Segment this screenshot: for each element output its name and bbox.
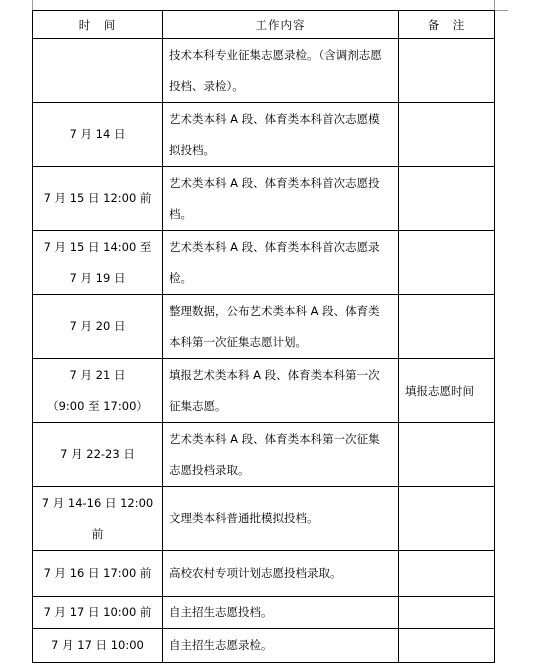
content-line: 档。 — [169, 206, 192, 221]
time-line: 7 月 21 日 — [69, 367, 126, 382]
cell-time — [33, 103, 163, 167]
table-row — [33, 359, 495, 423]
time-line: 7 月 20 日 — [69, 319, 126, 333]
content-line: 志愿投档录取。 — [169, 462, 250, 477]
cell-note — [399, 39, 495, 103]
content-line: 自主招生志愿录检。 — [169, 638, 273, 652]
cell-time — [33, 551, 163, 597]
cell-note — [399, 423, 495, 487]
table-row — [33, 487, 495, 551]
table-row — [33, 295, 495, 359]
header-note: 备 注 — [399, 11, 495, 39]
time-line: 前 — [91, 526, 104, 541]
content-line: 艺术类本科 A 段、体育类本科第一次征集 — [169, 431, 380, 446]
content-line: 艺术类本科 A 段、体育类本科首次志愿投 — [169, 175, 380, 190]
cell-content — [163, 487, 399, 551]
content-line: 艺术类本科 A 段、体育类本科首次志愿模 — [169, 111, 380, 126]
time-line: 7 月 15 日 12:00 前 — [43, 191, 152, 205]
cell-time — [33, 423, 163, 487]
cell-time — [33, 597, 163, 629]
cell-note — [399, 487, 495, 551]
table-row — [33, 597, 495, 629]
time-line: 7 月 15 日 14:00 至 — [43, 239, 152, 254]
schedule-body — [33, 39, 495, 663]
content-line: 整理数据，公布艺术类本科 A 段、体育类 — [169, 303, 380, 318]
cell-content — [163, 359, 399, 423]
cell-time — [33, 359, 163, 423]
time-line: 7 月 19 日 — [69, 270, 126, 285]
cell-time — [33, 167, 163, 231]
content-line: 技术本科专业征集志愿录检。（含调剂志愿 — [169, 47, 382, 62]
cell-content — [163, 231, 399, 295]
header-time: 时 间 — [33, 11, 163, 39]
cell-note — [399, 103, 495, 167]
table-row — [33, 423, 495, 487]
table-header-row — [33, 11, 495, 39]
cell-content — [163, 597, 399, 629]
cell-content — [163, 551, 399, 597]
cell-content — [163, 39, 399, 103]
schedule-table — [32, 10, 495, 663]
content-line: 检。 — [169, 270, 192, 285]
time-line: 7 月 14 日 — [69, 127, 126, 141]
table-row — [33, 629, 495, 663]
cell-content — [163, 423, 399, 487]
cell-note — [399, 295, 495, 359]
cell-content — [163, 295, 399, 359]
header-content: 工作内容 — [163, 11, 399, 39]
table-row — [33, 103, 495, 167]
cell-time — [33, 629, 163, 663]
content-line: 征集志愿。 — [169, 398, 227, 413]
table-row — [33, 551, 495, 597]
content-line: 投档、录检）。 — [169, 78, 244, 93]
cell-time — [33, 295, 163, 359]
crop-mark-right-h — [494, 10, 508, 11]
cell-note — [399, 629, 495, 663]
content-line: 自主招生志愿投档。 — [169, 605, 273, 619]
table-row — [33, 39, 495, 103]
time-line: 7 月 14-16 日 12:00 — [41, 495, 154, 510]
content-line: 艺术类本科 A 段、体育类本科首次志愿录 — [169, 239, 380, 254]
cell-content — [163, 167, 399, 231]
crop-mark-top-right — [494, 0, 495, 10]
cell-note: 填报志愿时间 — [399, 359, 495, 423]
table-row — [33, 167, 495, 231]
cell-time — [33, 231, 163, 295]
cell-note — [399, 597, 495, 629]
cell-note — [399, 167, 495, 231]
table-row — [33, 231, 495, 295]
time-line: 7 月 16 日 17:00 前 — [43, 566, 152, 580]
cell-time — [33, 39, 163, 103]
cell-note — [399, 551, 495, 597]
content-line: 填报艺术类本科 A 段、体育类本科第一次 — [169, 367, 380, 382]
time-line: （9:00 至 17:00） — [47, 398, 148, 413]
time-line: 7 月 22-23 日 — [60, 447, 135, 461]
cell-time — [33, 487, 163, 551]
crop-mark-top-left — [32, 0, 33, 10]
content-line: 文理类本科普通批模拟投档。 — [169, 511, 319, 525]
cell-note — [399, 231, 495, 295]
content-line: 高校农村专项计划志愿投档录取。 — [169, 566, 342, 580]
cell-content — [163, 103, 399, 167]
cell-content — [163, 629, 399, 663]
time-line: 7 月 17 日 10:00 前 — [43, 605, 152, 619]
time-line: 7 月 17 日 10:00 — [51, 638, 144, 652]
content-line: 拟投档。 — [169, 142, 215, 157]
content-line: 本科第一次征集志愿计划。 — [169, 334, 307, 349]
